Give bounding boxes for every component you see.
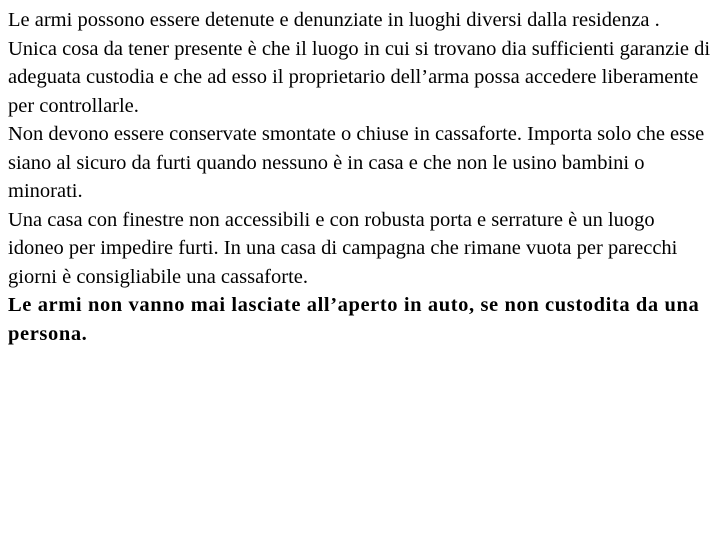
paragraph-car-warning: Le armi non vanno mai lasciate all’aperto in auto, se non custodita da una persona. [8,294,700,345]
paragraph-house: Una casa con finestre non accessibili e con robusta porta e serrature è un luogo idoneo per impedire furti. In una casa di campagna che rimane vuota per parecchi giorni è consigliabile una cassaforte. [8,208,678,288]
paragraph-storage: Non devono essere conservate smontate o chiuse in cassaforte. Importa solo che esse siano al sicuro da furti quando nessuno è in casa e che non le usino bambini o minorati. [8,123,705,202]
paragraph-custody: Unica cosa da tener presente è che il luogo in cui si trovano dia sufficienti garanzie di adeguata custodia e che ad esso il proprietario dell’arma possa accedere liberamente per controllarle. [8,37,711,117]
paragraph-residence: Le armi possono essere detenute e denunziate in luoghi diversi dalla residenza . [8,9,660,31]
